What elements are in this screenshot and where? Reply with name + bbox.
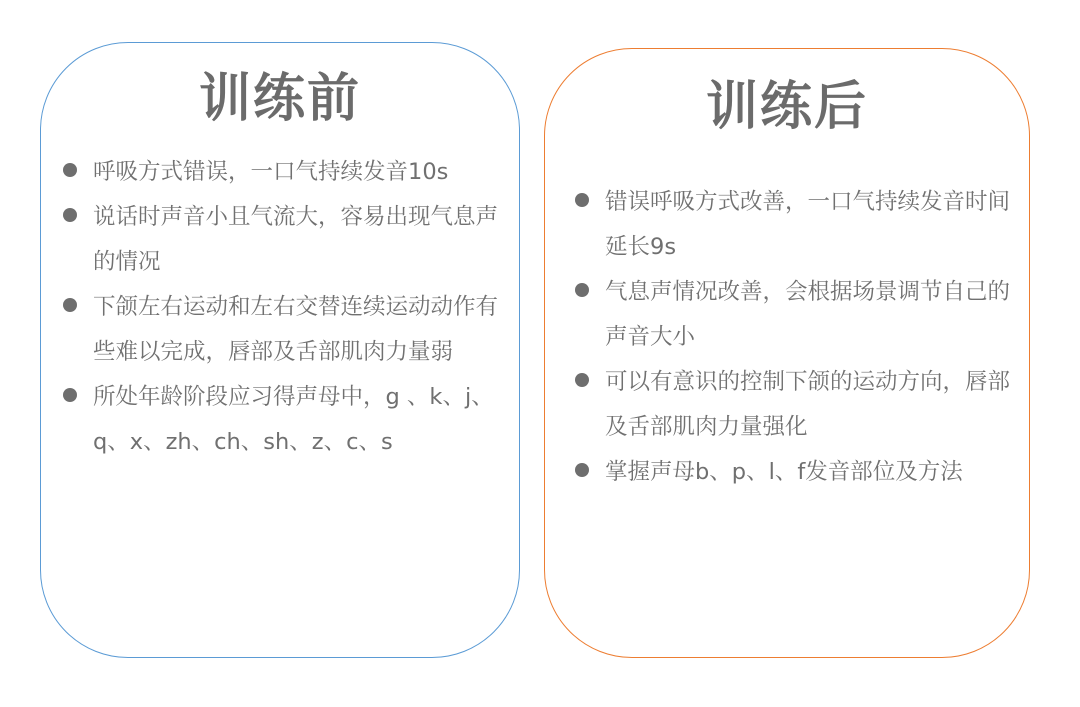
list-item <box>575 180 1017 270</box>
after-training-list <box>575 180 1017 495</box>
list-item-text: 错误呼吸方式改善，一口气持续发音时间延长9s <box>605 189 1011 260</box>
bullet-dot-icon <box>63 388 77 402</box>
list-item <box>63 285 503 375</box>
list-item-text: 说话时声音小且气流大，容易出现气息声的情况 <box>93 204 499 275</box>
list-item <box>575 360 1017 450</box>
before-training-list <box>63 150 503 465</box>
bullet-dot-icon <box>575 193 589 207</box>
before-training-card <box>40 42 520 658</box>
bullet-dot-icon <box>575 463 589 477</box>
after-training-card <box>544 48 1030 658</box>
list-item-text: 掌握声母b、p、l、f发音部位及方法 <box>605 459 963 485</box>
list-item-text: 呼吸方式错误，一口气持续发音10s <box>93 159 449 185</box>
list-item-text: 下颌左右运动和左右交替连续运动动作有些难以完成，唇部及舌部肌肉力量弱 <box>93 294 499 365</box>
list-item <box>63 375 503 465</box>
list-item-text: 可以有意识的控制下颌的运动方向，唇部及舌部肌肉力量强化 <box>605 369 1011 440</box>
bullet-dot-icon <box>63 163 77 177</box>
list-item-text: 气息声情况改善，会根据场景调节自己的声音大小 <box>605 279 1011 350</box>
after-training-title: 训练后 <box>705 77 868 137</box>
bullet-dot-icon <box>575 373 589 387</box>
bullet-dot-icon <box>63 208 77 222</box>
bullet-dot-icon <box>63 298 77 312</box>
list-item <box>575 270 1017 360</box>
list-item-text: 所处年龄阶段应习得声母中，g 、k、j、q、x、zh、ch、sh、z、c、s <box>93 384 494 455</box>
list-item <box>575 450 1017 495</box>
bullet-dot-icon <box>575 283 589 297</box>
before-training-title: 训练前 <box>198 69 361 129</box>
list-item <box>63 195 503 285</box>
list-item <box>63 150 503 195</box>
